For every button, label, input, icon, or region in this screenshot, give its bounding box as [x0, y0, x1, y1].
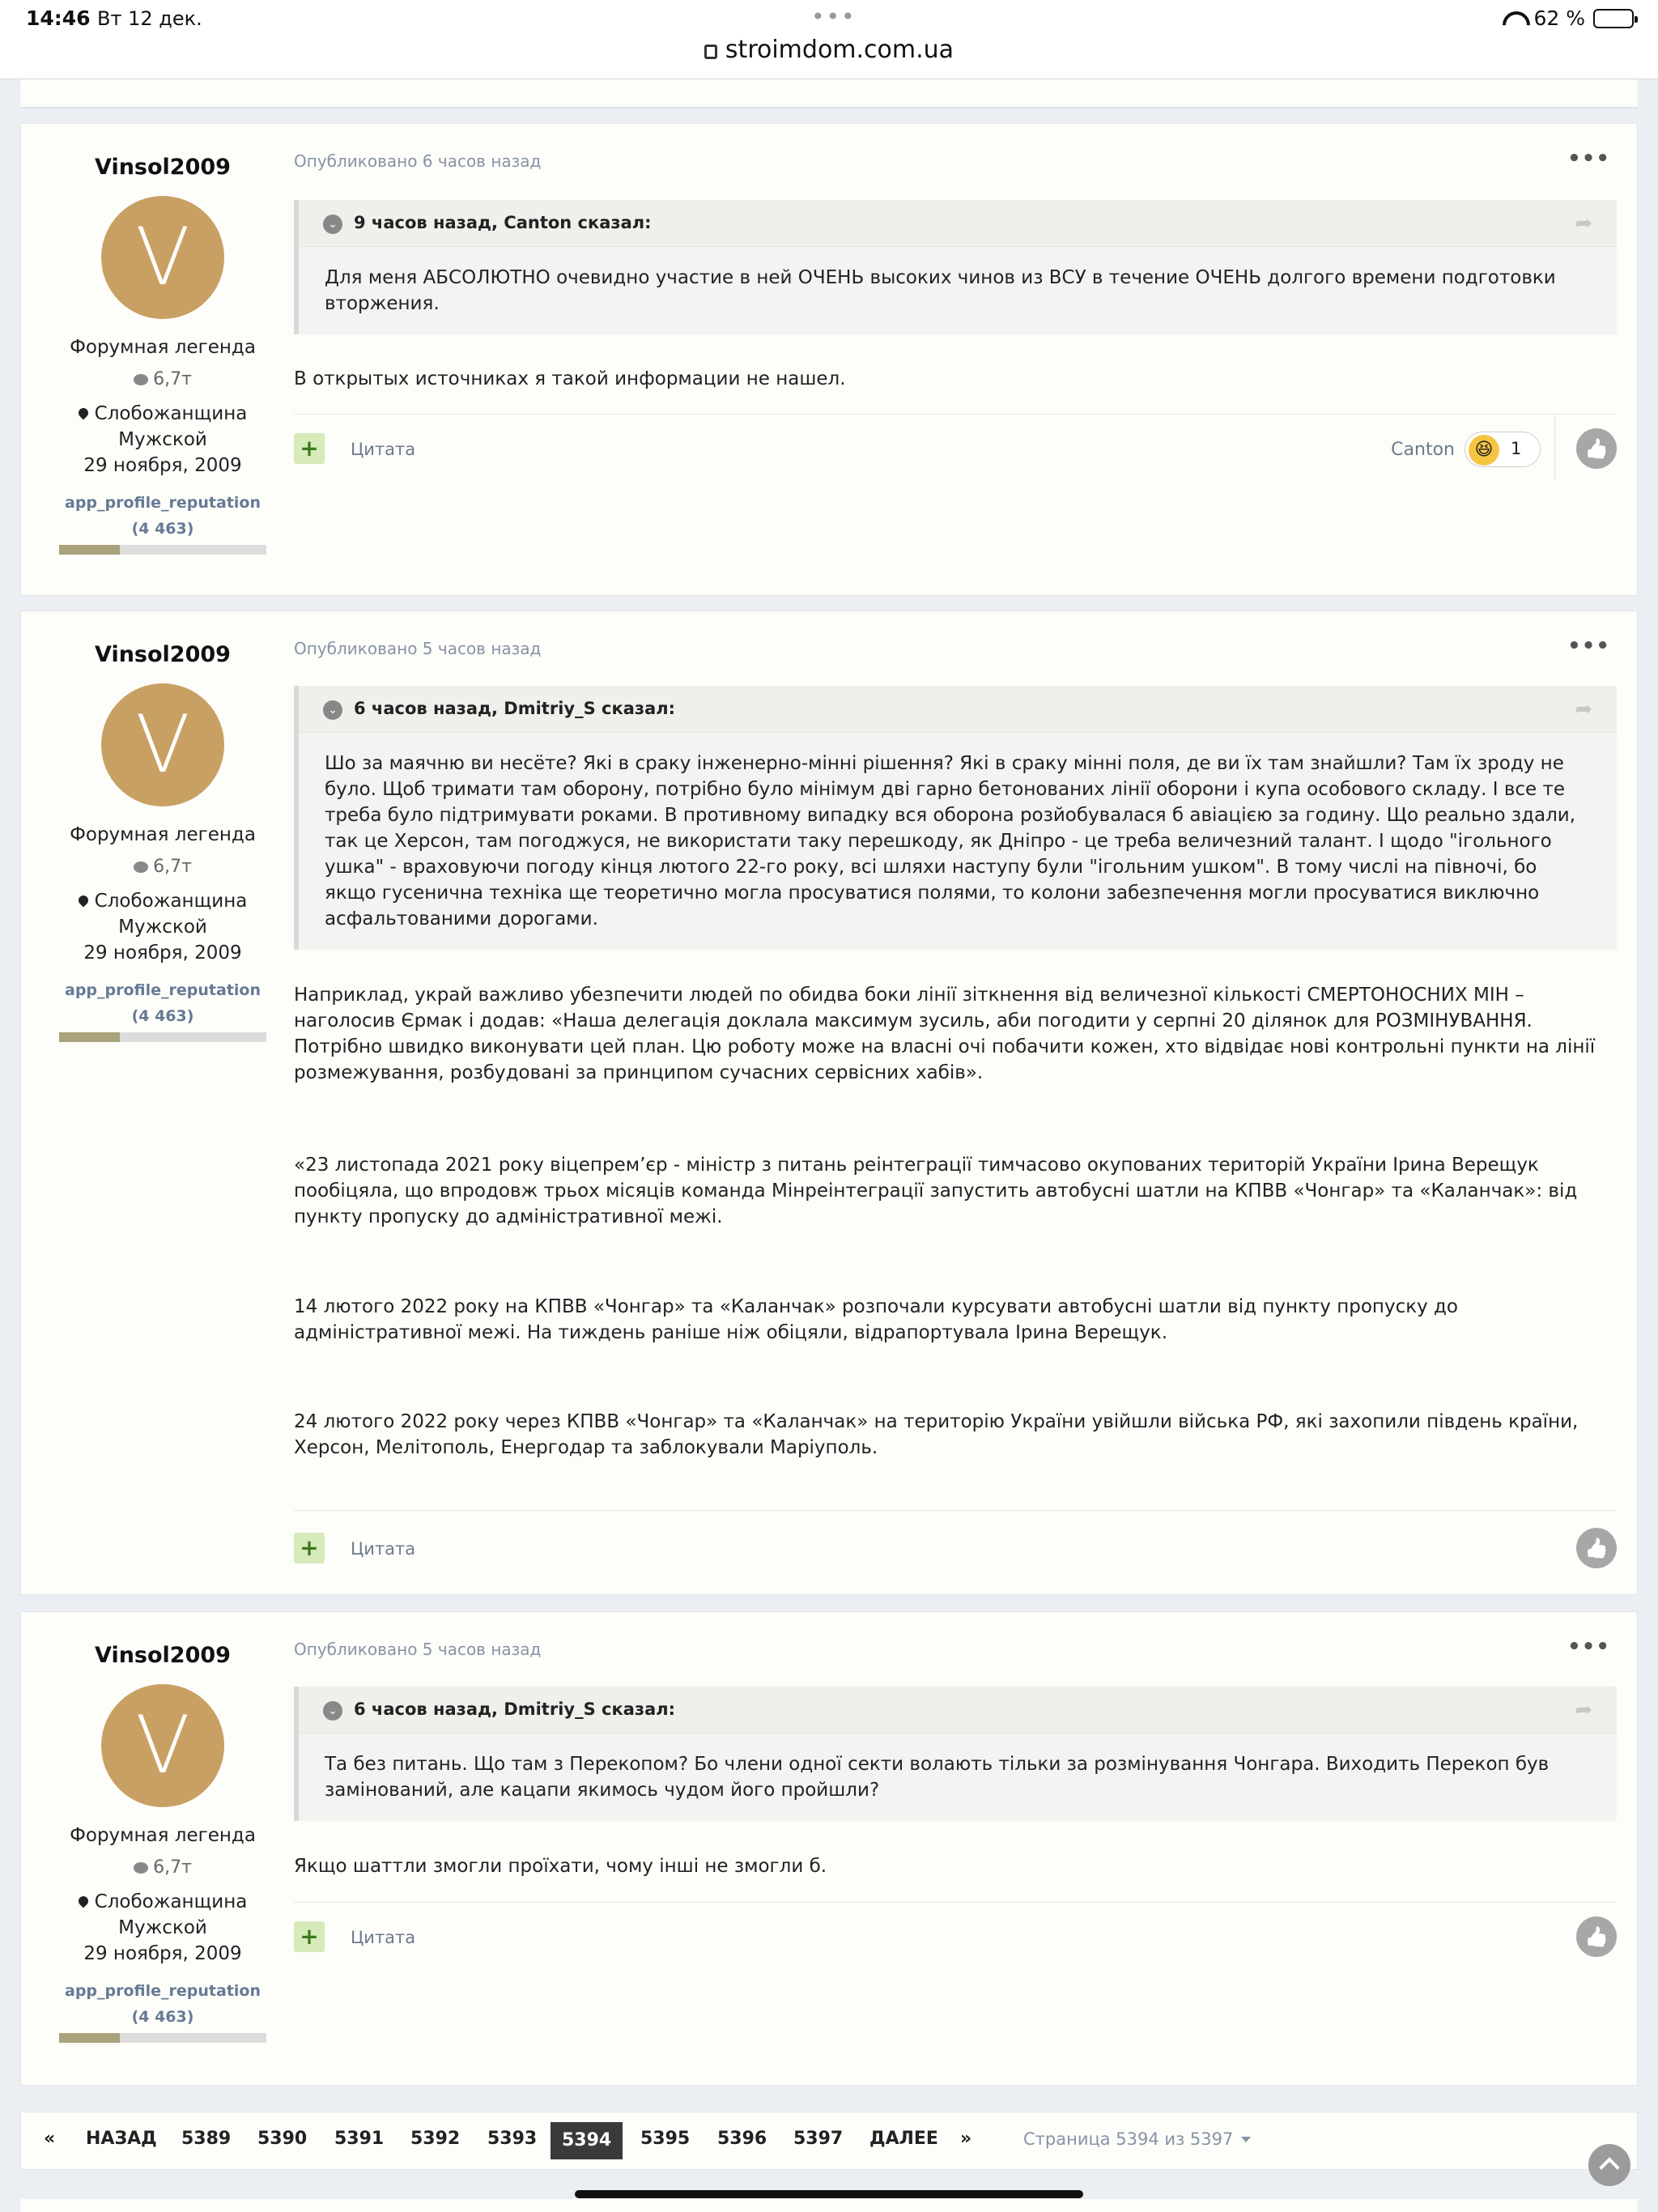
next-section	[20, 2199, 1638, 2212]
reputation-bar	[59, 545, 266, 555]
multiquote-button[interactable]: +	[294, 433, 325, 464]
quote-header[interactable]	[299, 686, 1617, 733]
next-page-link[interactable]: ДАЛЕЕ	[869, 2129, 938, 2149]
post-paragraph: 14 лютого 2022 року на КПВВ «Чонгар» та «Каланчак» розпочали курсувати автобусні шатли від пункту пропуску до адміністративної межі. На тиждень раніше ніж обіцяли, відрапортувала Ірина Верещук.	[294, 1296, 1459, 1343]
post-actions	[294, 1523, 1617, 1572]
reputation-bar	[59, 1032, 266, 1042]
forum-post	[20, 1611, 1638, 2086]
quote-block	[294, 1687, 1617, 1821]
share-icon[interactable]: ➦	[1575, 211, 1592, 236]
author-rank: Форумная легенда	[70, 824, 256, 845]
pagination	[20, 2112, 1638, 2170]
wifi-icon	[1501, 10, 1525, 28]
post-count: 6,7т	[21, 369, 304, 389]
status-bar	[0, 0, 1658, 79]
quote-text: Для меня АБСОЛЮТНО очевидно участие в ней ОЧЕНЬ высоких чинов из ВСУ в течение ОЧЕНЬ долгого времени подготовки вторжения.	[325, 267, 1556, 314]
divider	[1554, 415, 1555, 480]
author-panel	[21, 124, 304, 555]
status-time: 14:46	[26, 6, 91, 30]
page-link[interactable]: 5391	[334, 2129, 385, 2149]
divider	[294, 414, 1617, 415]
url-text: stroimdom.com.ua	[725, 36, 954, 64]
page-link[interactable]: 5390	[257, 2129, 308, 2149]
status-right	[1501, 6, 1634, 30]
scroll-to-top-icon[interactable]	[1588, 2144, 1630, 2186]
battery-percent: 62 %	[1533, 6, 1585, 30]
post-count: 6,7т	[21, 857, 304, 877]
home-indicator	[575, 2190, 1083, 2198]
laugh-emoji-icon: 😆	[1469, 435, 1499, 466]
quote-text: Шо за маячню ви несёте? Які в сраку інженерно-мінні рішення? Які в сраку мінні поля, де ви їх там знайшли? Там їх зроду не було. Щоб тримати там оборону, потрібно було мінімум дві гарно бетонованих лінії оборони і купа особового складу. І все те треба було підтримувати роками. В противному випадку вся оборона розйобувалася б авіацією за годину. Що реально здали, так це Херсон, там погоджуся, не використати таку перешкоду, як Дніпро - це треба величезний талант. І щодо "ігольного ушка" - враховуючи погоду кінця лютого 22-го року, всі шляхи наступу були "ігольним ушком". В тому числі на півночі, бо якщо гусенична техніка ще теоретично могла просуватися полями, то колони забезпечення могли просуватися виключно асфальтованими дорогами.	[325, 753, 1576, 929]
post-date[interactable]: Опубликовано 5 часов назад	[294, 1640, 542, 1659]
reaction-user[interactable]: Canton	[1391, 440, 1455, 460]
share-icon[interactable]: ➦	[1575, 697, 1592, 721]
post-menu-icon[interactable]: •••	[1567, 634, 1610, 658]
quote-button[interactable]: Цитата	[351, 1539, 416, 1559]
quote-citation: 6 часов назад, Dmitriy_S сказал:	[354, 699, 676, 718]
chevron-down-icon[interactable]: ⌄	[323, 1701, 342, 1721]
chevron-down-icon[interactable]: ⌄	[323, 700, 342, 720]
like-button[interactable]	[1576, 1916, 1617, 1957]
like-button[interactable]	[1576, 428, 1617, 469]
author-gender: Мужской	[118, 429, 207, 450]
page-jump-dropdown[interactable]: Страница 5394 из 5397	[1023, 2129, 1251, 2149]
author-joined: 29 ноября, 2009	[83, 455, 242, 476]
post-text: В открытых источниках я такой информации не нашел.	[294, 368, 846, 389]
caret-down-icon	[1241, 2137, 1251, 2142]
post-actions	[294, 1912, 1617, 1960]
last-page-link[interactable]: »	[960, 2129, 972, 2149]
prev-page-link[interactable]: НАЗАД	[86, 2129, 157, 2149]
chevron-down-icon[interactable]: ⌄	[323, 215, 342, 234]
status-date: Вт 12 дек.	[97, 7, 202, 30]
reaction-summary[interactable]	[1465, 432, 1541, 467]
post-menu-icon[interactable]: •••	[1567, 147, 1610, 171]
share-icon[interactable]: ➦	[1575, 1698, 1592, 1722]
forum-post	[20, 610, 1638, 1595]
current-page[interactable]: 5394	[551, 2122, 623, 2159]
author-name[interactable]: Vinsol2009	[95, 642, 231, 667]
post-date[interactable]: Опубликовано 5 часов назад	[294, 639, 542, 658]
reputation: app_profile_reputation (4 463)	[65, 1982, 261, 2026]
author-location: Слобожанщина	[94, 403, 248, 424]
author-info	[21, 888, 304, 966]
page-link[interactable]: 5395	[640, 2129, 691, 2149]
location-pin-icon	[76, 894, 90, 908]
post-count: 6,7т	[21, 1857, 304, 1878]
page-link[interactable]: 5392	[410, 2129, 461, 2149]
quote-block	[294, 200, 1617, 334]
author-rank: Форумная легенда	[70, 1825, 256, 1846]
post-menu-icon[interactable]: •••	[1567, 1635, 1610, 1659]
author-panel	[21, 611, 304, 1042]
previous-post-bottom	[20, 79, 1638, 108]
post-actions	[294, 423, 1617, 472]
author-info	[21, 1889, 304, 1967]
author-location: Слобожанщина	[94, 891, 248, 912]
reputation: app_profile_reputation (4 463)	[65, 494, 261, 538]
quote-block	[294, 686, 1617, 950]
reaction-count: 1	[1511, 439, 1522, 458]
comment-icon	[134, 1862, 148, 1874]
page-link[interactable]: 5396	[717, 2129, 767, 2149]
divider	[294, 1902, 1617, 1903]
avatar[interactable]: V	[101, 196, 224, 319]
quote-text: Та без питань. Що там з Перекопом? Бо члени одної секти волають тільки за розмінування Чонгара. Виходить Перекоп був замінований, але кацапи якимось чудом його пройшли?	[325, 1754, 1550, 1801]
multiquote-button[interactable]: +	[294, 1921, 325, 1952]
quote-citation: 9 часов назад, Canton сказал:	[354, 213, 652, 232]
author-gender: Мужской	[118, 917, 207, 938]
avatar[interactable]: V	[101, 1684, 224, 1807]
quote-header[interactable]	[299, 1687, 1617, 1733]
reputation: app_profile_reputation (4 463)	[65, 981, 261, 1025]
quote-button[interactable]: Цитата	[351, 1928, 416, 1947]
quote-button[interactable]: Цитата	[351, 440, 416, 459]
address-bar[interactable]	[0, 36, 1658, 64]
author-joined: 29 ноября, 2009	[83, 942, 242, 963]
like-button[interactable]	[1576, 1528, 1617, 1568]
page-link[interactable]: 5397	[793, 2129, 844, 2149]
author-name[interactable]: Vinsol2009	[95, 155, 231, 180]
post-paragraph: 24 лютого 2022 року через КПВВ «Чонгар» та «Каланчак» на територію України увійшли війська РФ, які захопили південь країни, Херсон, Мелітополь, Енергодар та заблокували Маріуполь.	[294, 1411, 1579, 1458]
first-page-link[interactable]: «	[44, 2129, 56, 2149]
multiquote-button[interactable]: +	[294, 1533, 325, 1563]
location-pin-icon	[76, 406, 90, 420]
author-gender: Мужской	[118, 1917, 207, 1938]
reputation-bar	[59, 2033, 266, 2043]
author-info	[21, 401, 304, 479]
page-link[interactable]: 5389	[181, 2129, 232, 2149]
quote-header[interactable]	[299, 200, 1617, 247]
battery-icon	[1593, 9, 1634, 28]
post-date[interactable]: Опубликовано 6 часов назад	[294, 151, 542, 171]
author-joined: 29 ноября, 2009	[83, 1943, 242, 1964]
avatar[interactable]: V	[101, 683, 224, 806]
author-name[interactable]: Vinsol2009	[95, 1643, 231, 1668]
comment-icon	[134, 861, 148, 873]
browser-dots-icon[interactable]: •••	[811, 3, 857, 30]
post-text: Якщо шаттли змогли проїхати, чому інші не змогли б.	[294, 1856, 827, 1877]
page-link[interactable]: 5393	[487, 2129, 538, 2149]
post-paragraph: Наприклад, украй важливо убезпечити людей по обидва боки лінії зіткнення від величезної кількості СМЕРТОНОСНИХ МІН – наголосив Єрмак і додав: «Наша делегація доклала максимум зусиль, аби погодити у серпні 20 ділянок для РОЗМІНУВАННЯ. Потрібно швидко виконувати цей план. Цю роботу може на власні очі побачити кожен, хто відвідає нові контрольні пункти на лінії розмежування, розбудовані за принципом сучасних сервісних хабів».	[294, 985, 1596, 1083]
lock-icon	[704, 45, 717, 59]
author-rank: Форумная легенда	[70, 337, 256, 358]
forum-post	[20, 123, 1638, 596]
quote-citation: 6 часов назад, Dmitriy_S сказал:	[354, 1699, 676, 1719]
post-paragraph: «23 листопада 2021 року віцепрем’єр - міністр з питань реінтеграції тимчасово окупованих територій України Ірина Верещук пообіцяла, що впродовж трьох місяців команда Мінреінтеграції запустить автобусні шатли на КПВВ «Чонгар» та «Каланчак»: від пункту пропуску до адміністративної межі.	[294, 1155, 1578, 1227]
divider	[294, 1510, 1617, 1511]
location-pin-icon	[76, 1895, 90, 1908]
comment-icon	[134, 374, 148, 385]
author-panel	[21, 1612, 304, 2043]
author-location: Слобожанщина	[94, 1891, 248, 1912]
